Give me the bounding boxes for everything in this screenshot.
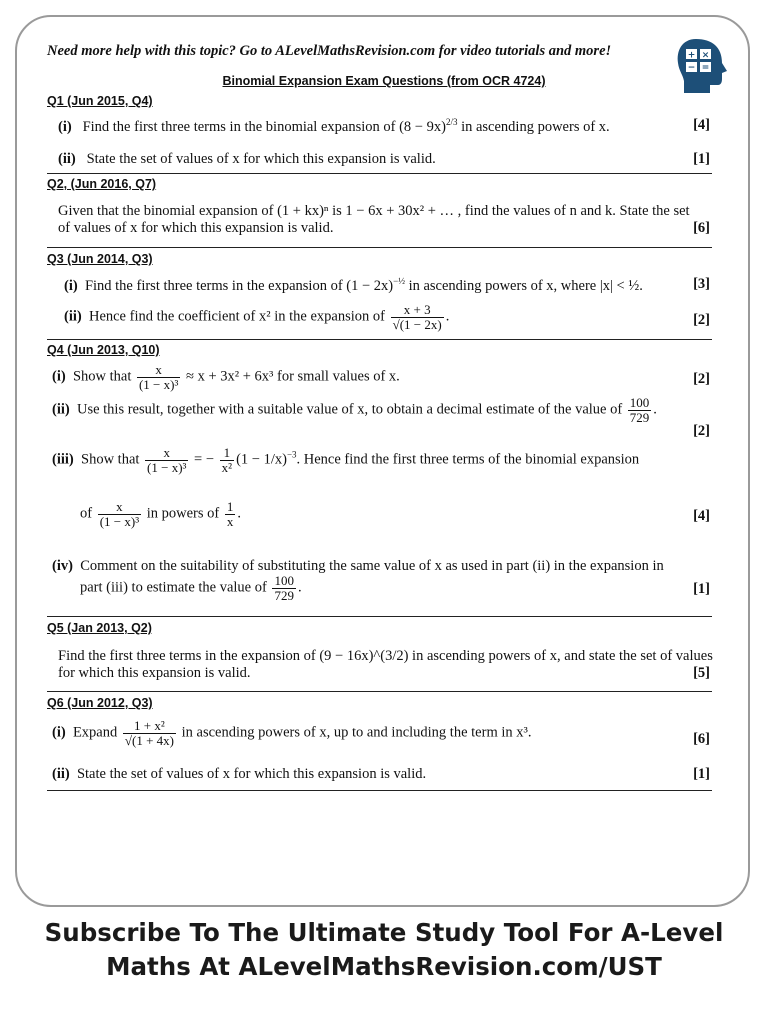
divider (47, 691, 712, 692)
q1-part-i: (i) Find the first three terms in the binomial expansion of $(8 - 9x)^{2/3}$ in ascending powers of x. (58, 117, 610, 135)
svg-text:=: = (701, 63, 710, 73)
q2-line2: of values of x for which this expansion is valid. (58, 220, 334, 236)
q6-ii-marks: [1] (693, 766, 710, 782)
footer-line2: Maths At ALevelMathsRevision.com/UST (106, 952, 662, 981)
q5-marks: [5] (693, 665, 710, 681)
document-title: Binomial Expansion Exam Questions (from OCR 4724) (222, 74, 546, 88)
q2-line1: Given that the binomial expansion of (1 + kx)ⁿ is 1 − 6x + 30x² + … , find the values of n and k. State the set (58, 203, 690, 219)
q4-part-iii: (iii) Show that $\frac{x}{\text{(1 − x)³}}$ = − $\frac{1}{\text{x²}}$ $(1 - 1/x)^{-3}$. Hence find the first three terms of the binomial expansion (52, 445, 640, 475)
q3-ii-marks: [2] (693, 312, 710, 328)
divider (47, 790, 712, 791)
divider (47, 247, 712, 248)
q1-i-marks: [4] (693, 117, 710, 133)
q2-marks: [6] (693, 220, 710, 236)
q1-ii-marks: [1] (693, 151, 710, 167)
q1-heading: Q1 (Jun 2015, Q4) (47, 94, 153, 108)
q6-part-ii: (ii) State the set of values of x for which this expansion is valid. (52, 766, 427, 782)
svg-text:−: − (687, 63, 696, 73)
q4-iii-marks: [4] (693, 508, 710, 524)
q1-part-ii: (ii) State the set of values of x for which this expansion is valid. (58, 151, 436, 167)
q4-part-i: (i) Show that $\frac{x}{\text{(1 − x)³}}$ ≈ x + 3x² + 6x³ for small values of x. (52, 362, 400, 392)
q4-ii-marks: [2] (693, 423, 710, 439)
q4-iv-marks: [1] (693, 581, 710, 597)
q4-part-ii: (ii) Use this result, together with a suitable value of x, to obtain a decimal estimate of the value of $\frac{100}{729}$ . (52, 395, 657, 425)
divider (47, 339, 712, 340)
q3-part-i: (i) Find the first three terms in the expansion of $(1 - 2x)^{-\frac{1}{2}}$ in ascending powers of x, where |x| < ½. (64, 276, 643, 294)
divider (47, 173, 712, 174)
divider (47, 616, 712, 617)
q6-i-marks: [6] (693, 731, 710, 747)
q6-heading: Q6 (Jun 2012, Q3) (47, 696, 153, 710)
q4-i-marks: [2] (693, 371, 710, 387)
q3-part-ii: (ii) Hence find the coefficient of x² in the expansion of $\frac{x + 3}{√(1 - 2x)}$ . (64, 302, 450, 332)
q5-line1: Find the first three terms in the expansion of (9 − 16x)^(3/2) in ascending powers of x, and state the set of values (58, 648, 713, 664)
q2-heading: Q2, (Jun 2016, Q7) (47, 177, 157, 191)
q4-part-iv-cont: part (iii) to estimate the value of $\frac{100}{729}$ . (80, 573, 302, 603)
svg-text:+: + (687, 50, 696, 61)
q5-line2: for which this expansion is valid. (58, 665, 251, 681)
q3-i-marks: [3] (693, 276, 710, 292)
footer-line1: Subscribe To The Ultimate Study Tool For A-Level (44, 918, 724, 947)
subscribe-footer[interactable] (0, 916, 768, 984)
q6-part-i: (i) Expand $\frac{\text{1 + x²}}{√(1 + 4x)}$ in ascending powers of x, up to and including the term in x³. (52, 718, 532, 748)
help-banner-text[interactable]: Need more help with this topic? Go to ALevelMathsRevision.com for video tutorials and more! (47, 43, 612, 59)
svg-text:×: × (701, 50, 710, 61)
q4-part-iv: (iv) Comment on the suitability of substituting the same value of x as used in part (ii) in the expansion in (52, 558, 664, 574)
q4-part-iii-cont: of $\frac{x}{\text{(1 − x)³}}$ in powers of $\frac{1}{x}$ . (80, 499, 241, 529)
q5-heading: Q5 (Jan 2013, Q2) (47, 621, 152, 635)
q3-heading: Q3 (Jun 2014, Q3) (47, 252, 153, 266)
q4-heading: Q4 (Jun 2013, Q10) (47, 343, 160, 357)
